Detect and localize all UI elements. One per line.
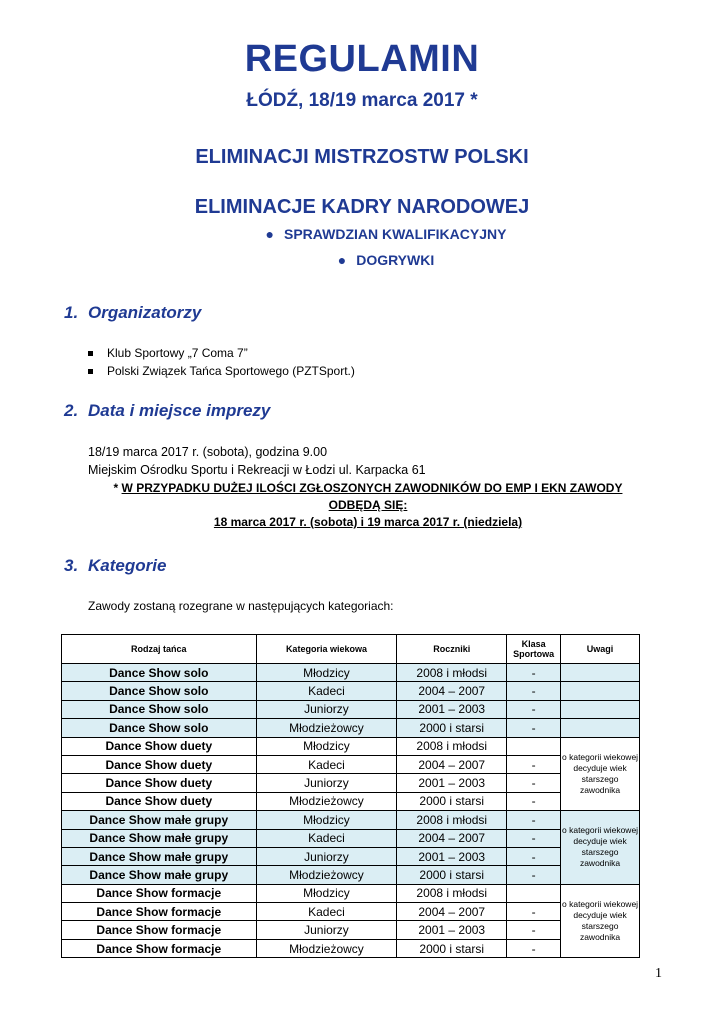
cell-age: Kadeci: [256, 755, 397, 773]
warning-line-3: [88, 514, 648, 531]
cell-class: -: [507, 682, 561, 700]
event-date-heading: ŁÓDŹ, 18/19 marca 2017 *: [246, 90, 478, 111]
cell-notes-age-rule: o kategorii wiekowej decyduje wiek starszego zawodnika: [561, 884, 640, 958]
cell-dance: Dance Show małe grupy: [62, 847, 257, 865]
bullet-item-qualification: [0, 226, 724, 242]
list-item: [88, 344, 355, 362]
cell-class: [507, 884, 561, 902]
table-row: [62, 737, 640, 755]
cell-class: -: [507, 811, 561, 829]
header-birth-years: Roczniki: [397, 635, 507, 664]
cell-notes: [561, 682, 640, 700]
warning-star: *: [113, 481, 122, 495]
cell-dance: Dance Show małe grupy: [62, 811, 257, 829]
cell-years: 2008 i młodsi: [397, 884, 507, 902]
table-row: [62, 829, 640, 847]
page-number: 1: [655, 966, 662, 981]
cell-years: 2000 i starsi: [397, 792, 507, 810]
cell-class: -: [507, 755, 561, 773]
warning-notice: [88, 480, 648, 531]
cell-years: 2000 i starsi: [397, 719, 507, 737]
cell-class: -: [507, 866, 561, 884]
table-row: [62, 903, 640, 921]
cell-class: -: [507, 719, 561, 737]
cell-age: Młodzieżowcy: [256, 792, 397, 810]
organizers-list: [88, 344, 355, 380]
warning-text-1: W PRZYPADKU DUŻEJ ILOŚCI ZGŁOSZONYCH ZAWODNIKÓW DO EMP I EKN ZAWODY: [121, 481, 623, 495]
subtitle-championships: ELIMINACJI MISTRZOSTW POLSKI: [195, 146, 529, 168]
cell-dance: Dance Show solo: [62, 664, 257, 682]
cell-class: -: [507, 700, 561, 718]
warning-text-3: 18 marca 2017 r. (sobota) i 19 marca 2017 r. (niedziela): [213, 515, 523, 529]
cell-class: -: [507, 903, 561, 921]
table-row: [62, 719, 640, 737]
cell-age: Juniorzy: [256, 847, 397, 865]
bullet-dot-icon: ●: [337, 252, 347, 268]
event-date-line: 18/19 marca 2017 r. (sobota), godzina 9.00: [88, 445, 328, 459]
cell-dance: Dance Show duety: [62, 737, 257, 755]
cell-class: -: [507, 939, 561, 957]
cell-age: Juniorzy: [256, 921, 397, 939]
list-item-text: Polski Związek Tańca Sportowego (PZTSport.): [107, 364, 355, 378]
cell-years: 2004 – 2007: [397, 829, 507, 847]
cell-age: Młodzicy: [256, 664, 397, 682]
cell-age: Kadeci: [256, 829, 397, 847]
section-number: 2.: [64, 401, 79, 420]
cell-dance: Dance Show formacje: [62, 884, 257, 902]
header-sport-class: Klasa Sportowa: [507, 635, 561, 664]
cell-dance: Dance Show duety: [62, 774, 257, 792]
cell-notes: [561, 719, 640, 737]
header-dance-type: Rodzaj tańca: [62, 635, 257, 664]
cell-class: [507, 737, 561, 755]
square-bullet-icon: [88, 351, 93, 356]
warning-line-1: [88, 480, 648, 497]
bullet-label: DOGRYWKI: [356, 252, 435, 268]
cell-age: Kadeci: [256, 903, 397, 921]
cell-class: -: [507, 847, 561, 865]
cell-years: 2000 i starsi: [397, 939, 507, 957]
event-place-line: Miejskim Ośrodku Sportu i Rekreacji w Łodzi ul. Karpacka 61: [88, 463, 426, 477]
cell-dance: Dance Show małe grupy: [62, 829, 257, 847]
cell-age: Kadeci: [256, 682, 397, 700]
table-row: [62, 664, 640, 682]
table-row: [62, 866, 640, 884]
cell-age: Juniorzy: [256, 774, 397, 792]
subtitle-national-team: ELIMINACJE KADRY NARODOWEJ: [194, 196, 530, 218]
cell-years: 2000 i starsi: [397, 866, 507, 884]
table-row: [62, 700, 640, 718]
table-row: [62, 755, 640, 773]
cell-class: -: [507, 829, 561, 847]
section-heading-date-place: [64, 401, 270, 421]
categories-table: [61, 634, 640, 958]
cell-years: 2001 – 2003: [397, 774, 507, 792]
table-row: [62, 921, 640, 939]
list-item-text: Klub Sportowy „7 Coma 7”: [107, 346, 248, 360]
section-heading-organizers: [64, 303, 201, 323]
cell-years: 2004 – 2007: [397, 682, 507, 700]
bullet-label: SPRAWDZIAN KWALIFIKACYJNY: [284, 226, 507, 242]
cell-dance: Dance Show formacje: [62, 939, 257, 957]
cell-age: Młodzicy: [256, 811, 397, 829]
cell-years: 2001 – 2003: [397, 700, 507, 718]
cell-age: Młodzieżowcy: [256, 939, 397, 957]
table-row: [62, 792, 640, 810]
warning-line-2: [88, 497, 648, 514]
document-title: REGULAMIN: [244, 38, 480, 80]
table-row: [62, 774, 640, 792]
list-item: [88, 362, 355, 380]
section-title: Kategorie: [88, 556, 167, 575]
cell-notes: [561, 700, 640, 718]
cell-class: -: [507, 774, 561, 792]
cell-class: -: [507, 921, 561, 939]
table-row: [62, 811, 640, 829]
cell-class: -: [507, 664, 561, 682]
table-row: [62, 682, 640, 700]
table-row: [62, 847, 640, 865]
cell-notes-age-rule: o kategorii wiekowej decyduje wiek starszego zawodnika: [561, 811, 640, 885]
cell-years: 2008 i młodsi: [397, 737, 507, 755]
cell-years: 2004 – 2007: [397, 903, 507, 921]
cell-dance: Dance Show formacje: [62, 903, 257, 921]
cell-age: Młodzicy: [256, 737, 397, 755]
section-heading-categories: [64, 556, 166, 576]
cell-notes: [561, 664, 640, 682]
table-header-row: [62, 635, 640, 664]
cell-dance: Dance Show duety: [62, 792, 257, 810]
cell-years: 2001 – 2003: [397, 847, 507, 865]
cell-dance: Dance Show duety: [62, 755, 257, 773]
section-number: 1.: [64, 303, 79, 322]
cell-class: -: [507, 792, 561, 810]
cell-dance: Dance Show solo: [62, 700, 257, 718]
cell-dance: Dance Show małe grupy: [62, 866, 257, 884]
section-title: Organizatorzy: [88, 303, 202, 322]
header-notes: Uwagi: [561, 635, 640, 664]
cell-dance: Dance Show solo: [62, 682, 257, 700]
table-row: [62, 884, 640, 902]
categories-intro: Zawody zostaną rozegrane w następujących kategoriach:: [88, 599, 394, 613]
cell-dance: Dance Show solo: [62, 719, 257, 737]
section-number: 3.: [64, 556, 79, 575]
square-bullet-icon: [88, 369, 93, 374]
cell-years: 2001 – 2003: [397, 921, 507, 939]
warning-text-2: ODBĘDĄ SIĘ:: [328, 498, 408, 512]
bullet-dot-icon: ●: [265, 226, 274, 242]
cell-age: Młodzieżowcy: [256, 719, 397, 737]
cell-age: Juniorzy: [256, 700, 397, 718]
header-age-category: Kategoria wiekowa: [256, 635, 397, 664]
cell-dance: Dance Show formacje: [62, 921, 257, 939]
cell-age: Młodzicy: [256, 884, 397, 902]
cell-age: Młodzieżowcy: [256, 866, 397, 884]
cell-years: 2008 i młodsi: [397, 664, 507, 682]
table-row: [62, 939, 640, 957]
cell-years: 2008 i młodsi: [397, 811, 507, 829]
bullet-item-playoffs: [0, 252, 724, 268]
cell-years: 2004 – 2007: [397, 755, 507, 773]
cell-notes-age-rule: o kategorii wiekowej decyduje wiek starszego zawodnika: [561, 737, 640, 811]
section-title: Data i miejsce imprezy: [88, 401, 271, 420]
